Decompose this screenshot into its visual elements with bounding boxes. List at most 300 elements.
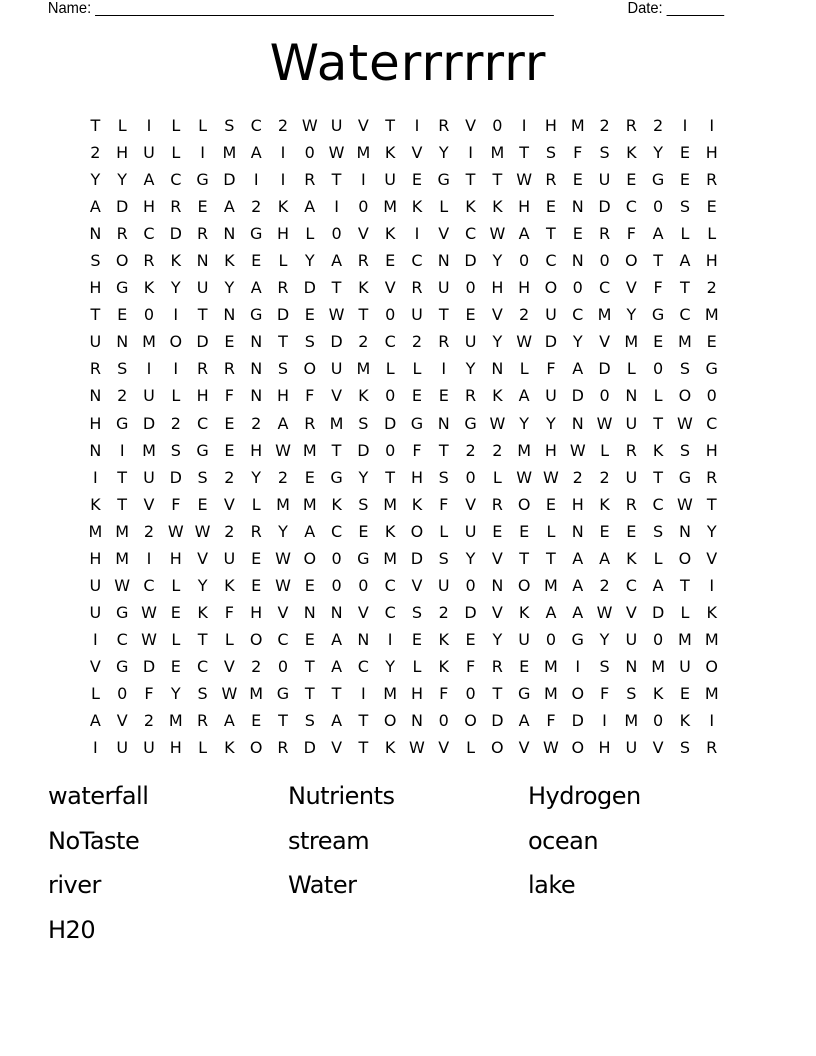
grid-cell[interactable]: H	[89, 278, 102, 298]
grid-cell[interactable]: W	[221, 684, 238, 703]
grid-cell[interactable]: A	[250, 278, 262, 298]
grid-cell[interactable]: V	[197, 548, 209, 568]
grid-cell[interactable]: D	[571, 386, 584, 406]
grid-cell[interactable]: 0	[519, 251, 530, 271]
grid-cell[interactable]: 0	[331, 575, 342, 595]
grid-cell[interactable]: K	[384, 521, 396, 541]
grid-cell[interactable]: V	[357, 602, 369, 622]
grid-cell[interactable]: N	[491, 359, 504, 379]
grid-cell[interactable]: V	[518, 738, 530, 758]
grid-cell[interactable]: T	[90, 116, 101, 136]
grid-cell[interactable]: C	[625, 575, 637, 595]
grid-cell[interactable]: R	[706, 467, 718, 487]
grid-cell[interactable]: V	[89, 656, 101, 676]
grid-cell[interactable]: R	[625, 440, 637, 460]
grid-cell[interactable]: Y	[519, 413, 530, 433]
grid-cell[interactable]: T	[385, 467, 396, 487]
grid-cell[interactable]: H	[518, 278, 531, 298]
grid-cell[interactable]: F	[439, 494, 449, 514]
grid-cell[interactable]: R	[411, 278, 423, 298]
grid-cell[interactable]: I	[146, 548, 152, 568]
grid-cell[interactable]: H	[196, 386, 209, 406]
grid-cell[interactable]: M	[383, 548, 398, 568]
grid-cell[interactable]: O	[571, 738, 585, 758]
grid-cell[interactable]: R	[304, 170, 316, 190]
grid-cell[interactable]: G	[410, 413, 424, 433]
grid-cell[interactable]: L	[171, 575, 181, 595]
grid-cell[interactable]: R	[438, 332, 450, 352]
grid-cell[interactable]: A	[518, 711, 530, 731]
grid-cell[interactable]: K	[465, 197, 476, 217]
grid-cell[interactable]: I	[414, 116, 420, 136]
grid-cell[interactable]: S	[679, 197, 690, 217]
grid-cell[interactable]: S	[358, 494, 369, 514]
grid-cell[interactable]: M	[517, 440, 532, 460]
grid-cell[interactable]: I	[200, 143, 205, 163]
grid-cell[interactable]: F	[599, 684, 610, 703]
grid-cell[interactable]: 2	[170, 413, 181, 433]
grid-cell[interactable]: M	[624, 332, 639, 352]
grid-cell[interactable]: N	[223, 305, 236, 325]
grid-cell[interactable]: R	[625, 116, 637, 136]
grid-cell[interactable]: K	[492, 197, 503, 217]
grid-cell[interactable]: F	[626, 224, 636, 244]
grid-cell[interactable]: I	[521, 116, 527, 136]
grid-cell[interactable]: L	[707, 224, 717, 244]
grid-cell[interactable]: U	[411, 305, 423, 325]
grid-cell[interactable]: F	[653, 278, 663, 298]
grid-cell[interactable]: N	[223, 224, 236, 244]
grid-cell[interactable]: V	[223, 494, 235, 514]
grid-cell[interactable]: G	[115, 656, 129, 676]
grid-cell[interactable]: A	[518, 386, 530, 406]
grid-cell[interactable]: V	[277, 602, 289, 622]
grid-cell[interactable]: U	[89, 602, 102, 622]
grid-cell[interactable]: C	[330, 521, 343, 541]
grid-cell[interactable]: S	[117, 359, 128, 379]
grid-cell[interactable]: A	[304, 521, 316, 541]
grid-cell[interactable]: C	[384, 332, 396, 352]
grid-cell[interactable]: U	[545, 305, 557, 325]
grid-cell[interactable]: S	[599, 656, 610, 676]
grid-cell[interactable]: A	[277, 413, 289, 433]
grid-cell[interactable]: N	[250, 332, 263, 352]
grid-cell[interactable]: F	[465, 656, 476, 676]
grid-cell[interactable]: W	[301, 116, 318, 136]
grid-cell[interactable]: F	[439, 684, 449, 703]
grid-cell[interactable]: 2	[492, 440, 503, 460]
grid-cell[interactable]: K	[411, 494, 423, 514]
grid-cell[interactable]: M	[704, 305, 719, 325]
grid-cell[interactable]: K	[358, 278, 369, 298]
grid-cell[interactable]: S	[626, 684, 637, 703]
grid-cell[interactable]: Y	[546, 413, 556, 433]
grid-cell[interactable]: I	[575, 656, 581, 676]
grid-cell[interactable]: 2	[117, 386, 128, 406]
grid-cell[interactable]: W	[516, 332, 533, 352]
grid-cell[interactable]: N	[437, 251, 450, 271]
grid-cell[interactable]: W	[275, 440, 291, 460]
grid-cell[interactable]: U	[518, 629, 530, 649]
grid-cell[interactable]: Y	[599, 629, 610, 649]
grid-cell[interactable]: 0	[653, 629, 664, 649]
grid-cell[interactable]: T	[197, 629, 208, 649]
grid-cell[interactable]: W	[596, 602, 613, 622]
grid-cell[interactable]: C	[116, 629, 128, 649]
grid-cell[interactable]: U	[545, 386, 557, 406]
grid-cell[interactable]: V	[491, 602, 503, 622]
grid-cell[interactable]: C	[250, 116, 262, 136]
grid-cell[interactable]: G	[249, 305, 263, 325]
grid-cell[interactable]: H	[116, 143, 129, 163]
grid-cell[interactable]: G	[249, 224, 263, 244]
grid-cell[interactable]: G	[196, 170, 209, 190]
grid-cell[interactable]: 0	[653, 197, 664, 217]
grid-cell[interactable]: F	[573, 143, 583, 163]
grid-cell[interactable]: G	[115, 278, 129, 298]
grid-cell[interactable]: E	[358, 521, 369, 541]
grid-cell[interactable]: A	[572, 602, 584, 622]
grid-cell[interactable]: T	[546, 224, 556, 244]
grid-cell[interactable]: O	[249, 738, 263, 758]
grid-cell[interactable]: E	[304, 305, 315, 325]
grid-cell[interactable]: C	[197, 656, 209, 676]
grid-cell[interactable]: Y	[117, 170, 128, 190]
grid-cell[interactable]: L	[680, 602, 690, 622]
grid-cell[interactable]: T	[385, 116, 396, 136]
grid-cell[interactable]: H	[276, 386, 289, 406]
grid-cell[interactable]: R	[250, 521, 262, 541]
grid-cell[interactable]: Y	[170, 278, 181, 298]
grid-cell[interactable]: N	[491, 575, 504, 595]
grid-cell[interactable]: I	[280, 170, 286, 190]
grid-cell[interactable]: G	[437, 170, 450, 190]
grid-cell[interactable]: 2	[143, 711, 155, 731]
grid-cell[interactable]: V	[491, 548, 503, 568]
grid-cell[interactable]: E	[170, 656, 181, 676]
grid-cell[interactable]: N	[89, 224, 102, 244]
grid-cell[interactable]: U	[625, 413, 638, 433]
grid-cell[interactable]: L	[546, 521, 556, 541]
grid-cell[interactable]: L	[171, 116, 181, 136]
grid-cell[interactable]: D	[651, 602, 665, 622]
grid-cell[interactable]: D	[464, 251, 477, 271]
grid-cell[interactable]: S	[679, 738, 690, 758]
grid-cell[interactable]: R	[116, 224, 128, 244]
grid-cell[interactable]: U	[625, 629, 638, 649]
grid-cell[interactable]: E	[411, 629, 423, 649]
grid-cell[interactable]: E	[679, 684, 690, 703]
grid-cell[interactable]: F	[412, 440, 422, 460]
grid-cell[interactable]: M	[142, 332, 156, 352]
grid-cell[interactable]: C	[197, 413, 209, 433]
grid-cell[interactable]: O	[115, 251, 129, 271]
grid-cell[interactable]: M	[302, 440, 317, 460]
date-field[interactable]: Date: _______	[627, 0, 725, 17]
grid-cell[interactable]: 2	[519, 305, 530, 325]
grid-cell[interactable]: Y	[492, 629, 503, 649]
grid-cell[interactable]: C	[679, 305, 691, 325]
grid-cell[interactable]: L	[198, 738, 208, 758]
grid-cell[interactable]: R	[464, 386, 477, 406]
grid-cell[interactable]: L	[519, 359, 529, 379]
grid-cell[interactable]: E	[224, 440, 235, 460]
grid-cell[interactable]: Y	[358, 467, 369, 487]
grid-cell[interactable]: I	[146, 116, 152, 136]
grid-cell[interactable]: L	[626, 359, 636, 379]
grid-cell[interactable]: T	[304, 656, 315, 676]
grid-cell[interactable]: V	[143, 494, 155, 514]
grid-cell[interactable]: G	[571, 629, 584, 649]
grid-cell[interactable]: K	[438, 629, 449, 649]
grid-cell[interactable]: G	[357, 548, 370, 568]
grid-cell[interactable]: Y	[278, 521, 288, 541]
grid-cell[interactable]: E	[224, 413, 235, 433]
grid-cell[interactable]: U	[464, 332, 477, 352]
grid-cell[interactable]: L	[278, 251, 288, 271]
grid-cell[interactable]: F	[224, 386, 234, 406]
grid-cell[interactable]: L	[171, 629, 181, 649]
grid-cell[interactable]: I	[682, 116, 688, 136]
grid-cell[interactable]: H	[89, 413, 102, 433]
grid-cell[interactable]: 0	[492, 116, 503, 136]
grid-cell[interactable]: S	[358, 413, 369, 433]
grid-cell[interactable]: V	[411, 143, 423, 163]
grid-cell[interactable]: I	[93, 738, 98, 758]
grid-cell[interactable]: A	[679, 251, 691, 271]
grid-cell[interactable]: H	[544, 116, 557, 136]
grid-cell[interactable]: W	[677, 494, 693, 514]
grid-cell[interactable]: I	[146, 359, 152, 379]
grid-cell[interactable]: W	[275, 575, 291, 595]
grid-cell[interactable]: D	[491, 711, 504, 731]
grid-cell[interactable]: R	[304, 413, 316, 433]
grid-cell[interactable]: M	[356, 143, 371, 163]
grid-cell[interactable]: 0	[358, 197, 369, 217]
grid-cell[interactable]: H	[571, 494, 584, 514]
grid-cell[interactable]: U	[464, 521, 477, 541]
grid-cell[interactable]: T	[519, 143, 530, 163]
grid-cell[interactable]: W	[516, 467, 533, 487]
grid-cell[interactable]: W	[114, 575, 131, 595]
grid-cell[interactable]: M	[249, 684, 264, 703]
grid-cell[interactable]: E	[251, 711, 262, 731]
grid-cell[interactable]: L	[224, 629, 234, 649]
grid-cell[interactable]: U	[143, 738, 155, 758]
grid-cell[interactable]: M	[544, 575, 558, 595]
grid-cell[interactable]: U	[223, 548, 236, 568]
grid-cell[interactable]: D	[571, 711, 584, 731]
grid-cell[interactable]: R	[223, 359, 235, 379]
grid-cell[interactable]: F	[305, 386, 315, 406]
grid-cell[interactable]: M	[168, 711, 183, 731]
grid-cell[interactable]: N	[571, 197, 584, 217]
grid-cell[interactable]: I	[93, 467, 98, 487]
grid-cell[interactable]: I	[361, 684, 366, 703]
grid-cell[interactable]: V	[384, 278, 396, 298]
grid-cell[interactable]: V	[411, 575, 423, 595]
grid-cell[interactable]: K	[384, 143, 396, 163]
grid-cell[interactable]: C	[598, 278, 611, 298]
grid-cell[interactable]: A	[518, 224, 530, 244]
grid-cell[interactable]: L	[251, 494, 261, 514]
grid-cell[interactable]: E	[251, 251, 262, 271]
grid-cell[interactable]: S	[170, 440, 181, 460]
grid-cell[interactable]: O	[464, 711, 477, 731]
grid-cell[interactable]: D	[142, 413, 156, 433]
grid-cell[interactable]: E	[545, 494, 556, 514]
grid-cell[interactable]: E	[492, 521, 503, 541]
grid-cell[interactable]: W	[677, 413, 693, 433]
grid-cell[interactable]: 0	[599, 251, 610, 271]
grid-cell[interactable]: 2	[251, 656, 262, 676]
grid-cell[interactable]: L	[90, 684, 100, 703]
grid-cell[interactable]: T	[492, 684, 503, 703]
grid-cell[interactable]: T	[331, 684, 342, 703]
grid-cell[interactable]: 2	[572, 467, 583, 487]
grid-cell[interactable]: L	[412, 656, 422, 676]
grid-cell[interactable]: 0	[143, 305, 155, 325]
grid-cell[interactable]: O	[571, 684, 585, 703]
name-field[interactable]: Name: ________________________________________________________	[47, 0, 554, 17]
grid-cell[interactable]: G	[115, 413, 129, 433]
grid-cell[interactable]: O	[517, 494, 531, 514]
grid-cell[interactable]: V	[438, 224, 450, 244]
grid-cell[interactable]: 2	[143, 521, 155, 541]
grid-cell[interactable]: R	[706, 170, 718, 190]
grid-cell[interactable]: W	[569, 440, 586, 460]
grid-cell[interactable]: F	[144, 684, 154, 703]
grid-cell[interactable]: N	[410, 711, 423, 731]
grid-cell[interactable]: O	[410, 521, 424, 541]
grid-cell[interactable]: C	[277, 629, 289, 649]
grid-cell[interactable]: A	[572, 548, 584, 568]
grid-cell[interactable]: N	[571, 521, 584, 541]
grid-cell[interactable]: S	[411, 602, 423, 622]
grid-cell[interactable]: A	[331, 656, 343, 676]
grid-cell[interactable]: D	[384, 413, 397, 433]
grid-cell[interactable]: H	[276, 224, 289, 244]
grid-cell[interactable]: 2	[706, 278, 717, 298]
grid-cell[interactable]: U	[196, 278, 209, 298]
grid-cell[interactable]: D	[276, 305, 290, 325]
grid-cell[interactable]: T	[278, 332, 288, 352]
grid-cell[interactable]: O	[705, 656, 719, 676]
grid-cell[interactable]: E	[197, 494, 208, 514]
grid-cell[interactable]: H	[250, 440, 263, 460]
grid-cell[interactable]: L	[171, 386, 181, 406]
grid-cell[interactable]: N	[571, 251, 584, 271]
grid-cell[interactable]: H	[250, 602, 263, 622]
grid-cell[interactable]: U	[384, 170, 397, 190]
grid-cell[interactable]: S	[653, 521, 664, 541]
grid-cell[interactable]: K	[652, 440, 664, 460]
grid-cell[interactable]: W	[543, 738, 559, 758]
grid-cell[interactable]: T	[653, 467, 664, 487]
grid-cell[interactable]: W	[409, 738, 425, 758]
grid-cell[interactable]: C	[143, 575, 155, 595]
grid-cell[interactable]: S	[197, 684, 208, 703]
grid-cell[interactable]: Y	[304, 251, 315, 271]
grid-cell[interactable]: T	[653, 251, 664, 271]
grid-cell[interactable]: U	[598, 170, 611, 190]
grid-cell[interactable]: K	[224, 738, 235, 758]
grid-cell[interactable]: I	[93, 629, 98, 649]
grid-cell[interactable]: Y	[438, 143, 449, 163]
grid-cell[interactable]: O	[625, 251, 638, 271]
grid-cell[interactable]: I	[387, 629, 393, 649]
grid-cell[interactable]: 2	[653, 116, 664, 136]
grid-cell[interactable]: L	[171, 143, 181, 163]
grid-cell[interactable]: Y	[170, 684, 181, 703]
grid-cell[interactable]: 0	[385, 440, 396, 460]
grid-cell[interactable]: K	[652, 684, 664, 703]
grid-cell[interactable]: G	[276, 684, 290, 703]
grid-cell[interactable]: V	[438, 738, 450, 758]
grid-cell[interactable]: U	[143, 467, 155, 487]
grid-cell[interactable]: H	[410, 467, 423, 487]
grid-cell[interactable]: H	[598, 738, 611, 758]
grid-cell[interactable]: K	[358, 386, 369, 406]
grid-cell[interactable]: T	[331, 278, 342, 298]
grid-cell[interactable]: O	[383, 711, 397, 731]
grid-cell[interactable]: 0	[358, 575, 369, 595]
grid-cell[interactable]: O	[491, 738, 504, 758]
grid-cell[interactable]: K	[143, 278, 155, 298]
grid-cell[interactable]: M	[651, 656, 666, 676]
grid-cell[interactable]: 0	[599, 386, 610, 406]
grid-cell[interactable]: L	[466, 738, 476, 758]
grid-cell[interactable]: T	[197, 305, 208, 325]
grid-cell[interactable]: A	[223, 197, 235, 217]
grid-cell[interactable]: R	[598, 224, 611, 244]
grid-cell[interactable]: E	[572, 224, 583, 244]
grid-cell[interactable]: M	[115, 548, 130, 568]
grid-cell[interactable]: M	[704, 684, 719, 703]
grid-cell[interactable]: T	[438, 305, 449, 325]
grid-cell[interactable]: R	[625, 494, 637, 514]
grid-cell[interactable]: L	[439, 521, 449, 541]
grid-cell[interactable]: Y	[492, 332, 503, 352]
grid-cell[interactable]: N	[625, 656, 638, 676]
grid-cell[interactable]: L	[439, 197, 449, 217]
grid-cell[interactable]: C	[411, 251, 423, 271]
grid-cell[interactable]: R	[197, 711, 209, 731]
grid-cell[interactable]: U	[679, 656, 691, 676]
grid-cell[interactable]: E	[519, 521, 530, 541]
grid-cell[interactable]: K	[170, 251, 182, 271]
grid-cell[interactable]: D	[410, 548, 424, 568]
grid-cell[interactable]: W	[516, 170, 533, 190]
grid-cell[interactable]: L	[305, 224, 315, 244]
grid-cell[interactable]: I	[709, 711, 715, 731]
grid-cell[interactable]: T	[680, 575, 690, 595]
grid-cell[interactable]: 2	[599, 116, 610, 136]
grid-cell[interactable]: V	[599, 332, 611, 352]
grid-cell[interactable]: D	[303, 278, 316, 298]
grid-cell[interactable]: R	[491, 494, 503, 514]
grid-cell[interactable]: Y	[706, 521, 717, 541]
grid-cell[interactable]: M	[597, 305, 612, 325]
grid-cell[interactable]: 0	[331, 548, 342, 568]
grid-cell[interactable]: Y	[251, 467, 262, 487]
grid-cell[interactable]: D	[116, 197, 129, 217]
grid-cell[interactable]: C	[706, 413, 718, 433]
grid-cell[interactable]: T	[117, 467, 128, 487]
grid-cell[interactable]: W	[141, 602, 157, 622]
grid-cell[interactable]: U	[143, 143, 155, 163]
grid-cell[interactable]: I	[709, 575, 715, 595]
